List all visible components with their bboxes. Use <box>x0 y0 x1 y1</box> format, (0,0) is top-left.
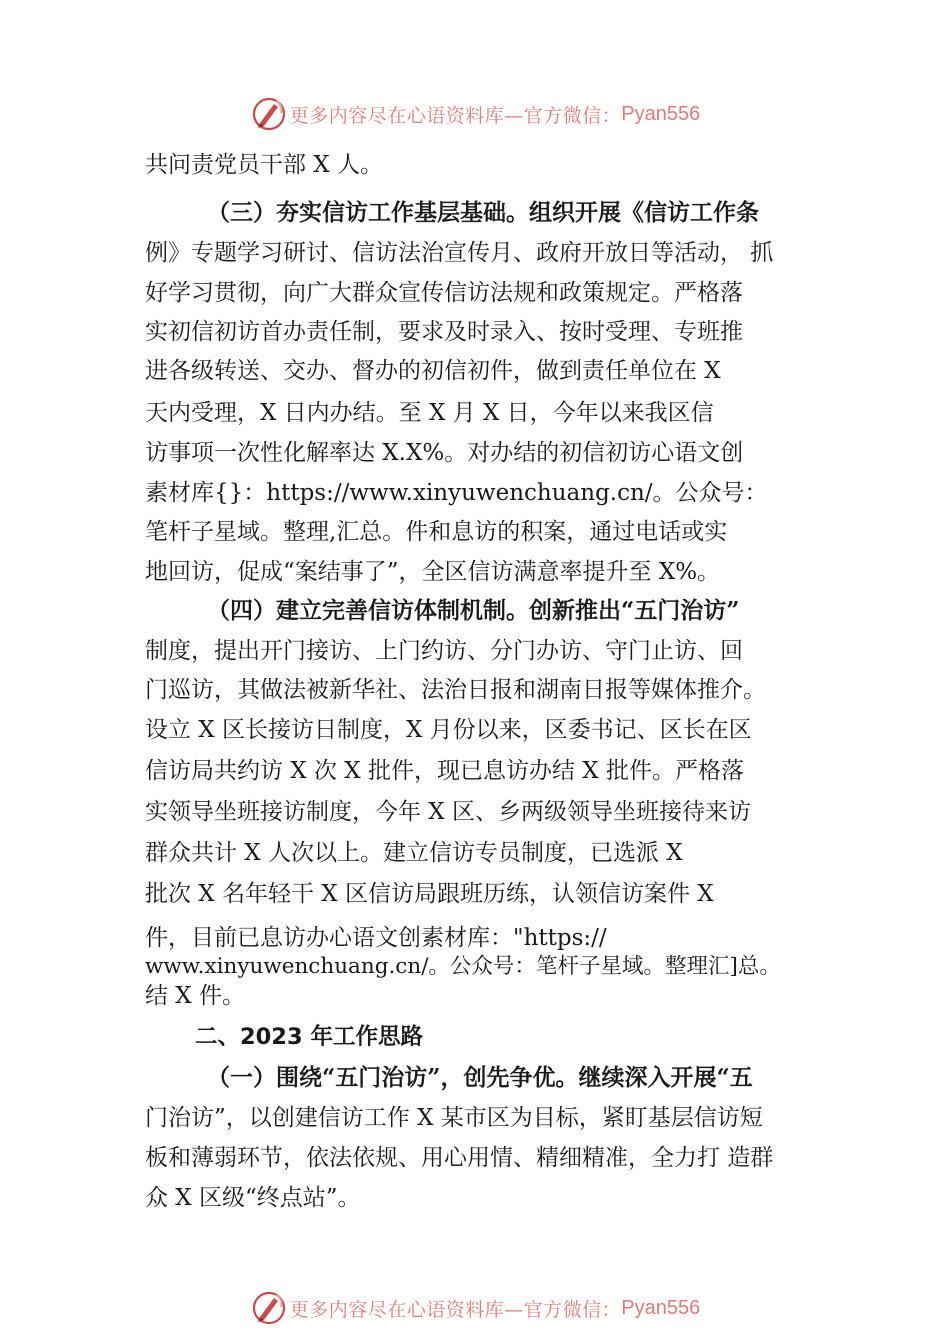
text-line: 件，目前已息访办心语文创素材库："https:// <box>145 925 607 951</box>
banner-text: 更多内容尽在心语资料库—官方微信： <box>289 104 622 127</box>
section-heading: 二、2023 年工作思路 <box>195 1024 423 1050</box>
text-line: 地回访，促成“案结事了”，全区信访满意率提升至 X%。 <box>145 559 721 585</box>
text-line: 制度，提出开门接访、上门约访、分门办访、守门止访、回 <box>145 638 743 664</box>
text-line: 门巡访，其做法被新华社、法治日报和湖南日报等媒体推介。 <box>145 677 766 703</box>
pen-logo-icon <box>250 95 288 133</box>
header-watermark <box>0 94 950 134</box>
text-line: 批次 X 名年轻干 X 区信访局跟班历练，认领信访案件 X <box>145 881 714 907</box>
banner-wechat-id: Pyan556 <box>621 1296 701 1319</box>
text-line: 访事项一次性化解率达 X.X%。对办结的初信初访心语文创 <box>145 440 744 466</box>
text-line: 例》专题学习研讨、信访法治宣传月、政府开放日等活动， 抓 <box>145 240 774 266</box>
text-line: 信访局共约访 X 次 X 批件，现已息访办结 X 批件。严格落 <box>145 758 744 784</box>
text-line: 共问责党员干部 X 人。 <box>145 152 383 178</box>
text-line: 进各级转送、交办、督办的初信初件，做到责任单位在 X <box>145 358 721 384</box>
section-lead-line: （四）建立完善信访体制机制。创新推出“五门治访” <box>207 597 740 624</box>
text-line: 众 X 区级“终点站”。 <box>145 1185 361 1211</box>
section-lead-line: （三）夯实信访工作基层基础。组织开展《信访工作条 <box>207 199 759 226</box>
text-line: 笔杆子星域。整理,汇总。件和息访的积案，通过电话或实 <box>145 519 728 545</box>
text-line: 设立 X 区长接访日制度，X 月份以来，区委书记、区长在区 <box>145 717 752 743</box>
banner-wechat-id: Pyan556 <box>621 102 701 125</box>
text-line: 结 X 件。 <box>145 983 245 1009</box>
text-line: 好学习贯彻，向广大群众宣传信访法规和政策规定。严格落 <box>145 280 743 306</box>
text-line: 实初信初访首办责任制，要求及时录入、按时受理、专班推 <box>145 319 743 345</box>
text-line: 素材库{}：https://www.xinyuwenchuang.cn/。公众号： <box>145 480 768 506</box>
text-line: 群众共计 X 人次以上。建立信访专员制度，已选派 X <box>145 840 683 866</box>
pen-logo-icon <box>250 1289 288 1327</box>
banner-text: 更多内容尽在心语资料库—官方微信： <box>289 1298 622 1321</box>
text-line: 天内受理，X 日内办结。至 X 月 X 日，今年以来我区信 <box>145 400 714 426</box>
footer-watermark <box>0 1288 950 1328</box>
text-line: 板和薄弱环节，依法依规、用心用情、精细精准，全力打 造群 <box>145 1145 774 1171</box>
section-lead-line: （一）围绕“五门治访”，创先争优。继续深入开展“五 <box>207 1064 753 1091</box>
text-line: 门治访”，以创建信访工作 X 某市区为目标，紧盯基层信访短 <box>145 1105 763 1131</box>
text-line: 实领导坐班接访制度，今年 X 区、乡两级领导坐班接待来访 <box>145 799 751 825</box>
text-line: www.xinyuwenchuang.cn/。公众号：笔杆子星域。整理汇]总。 <box>145 954 781 979</box>
